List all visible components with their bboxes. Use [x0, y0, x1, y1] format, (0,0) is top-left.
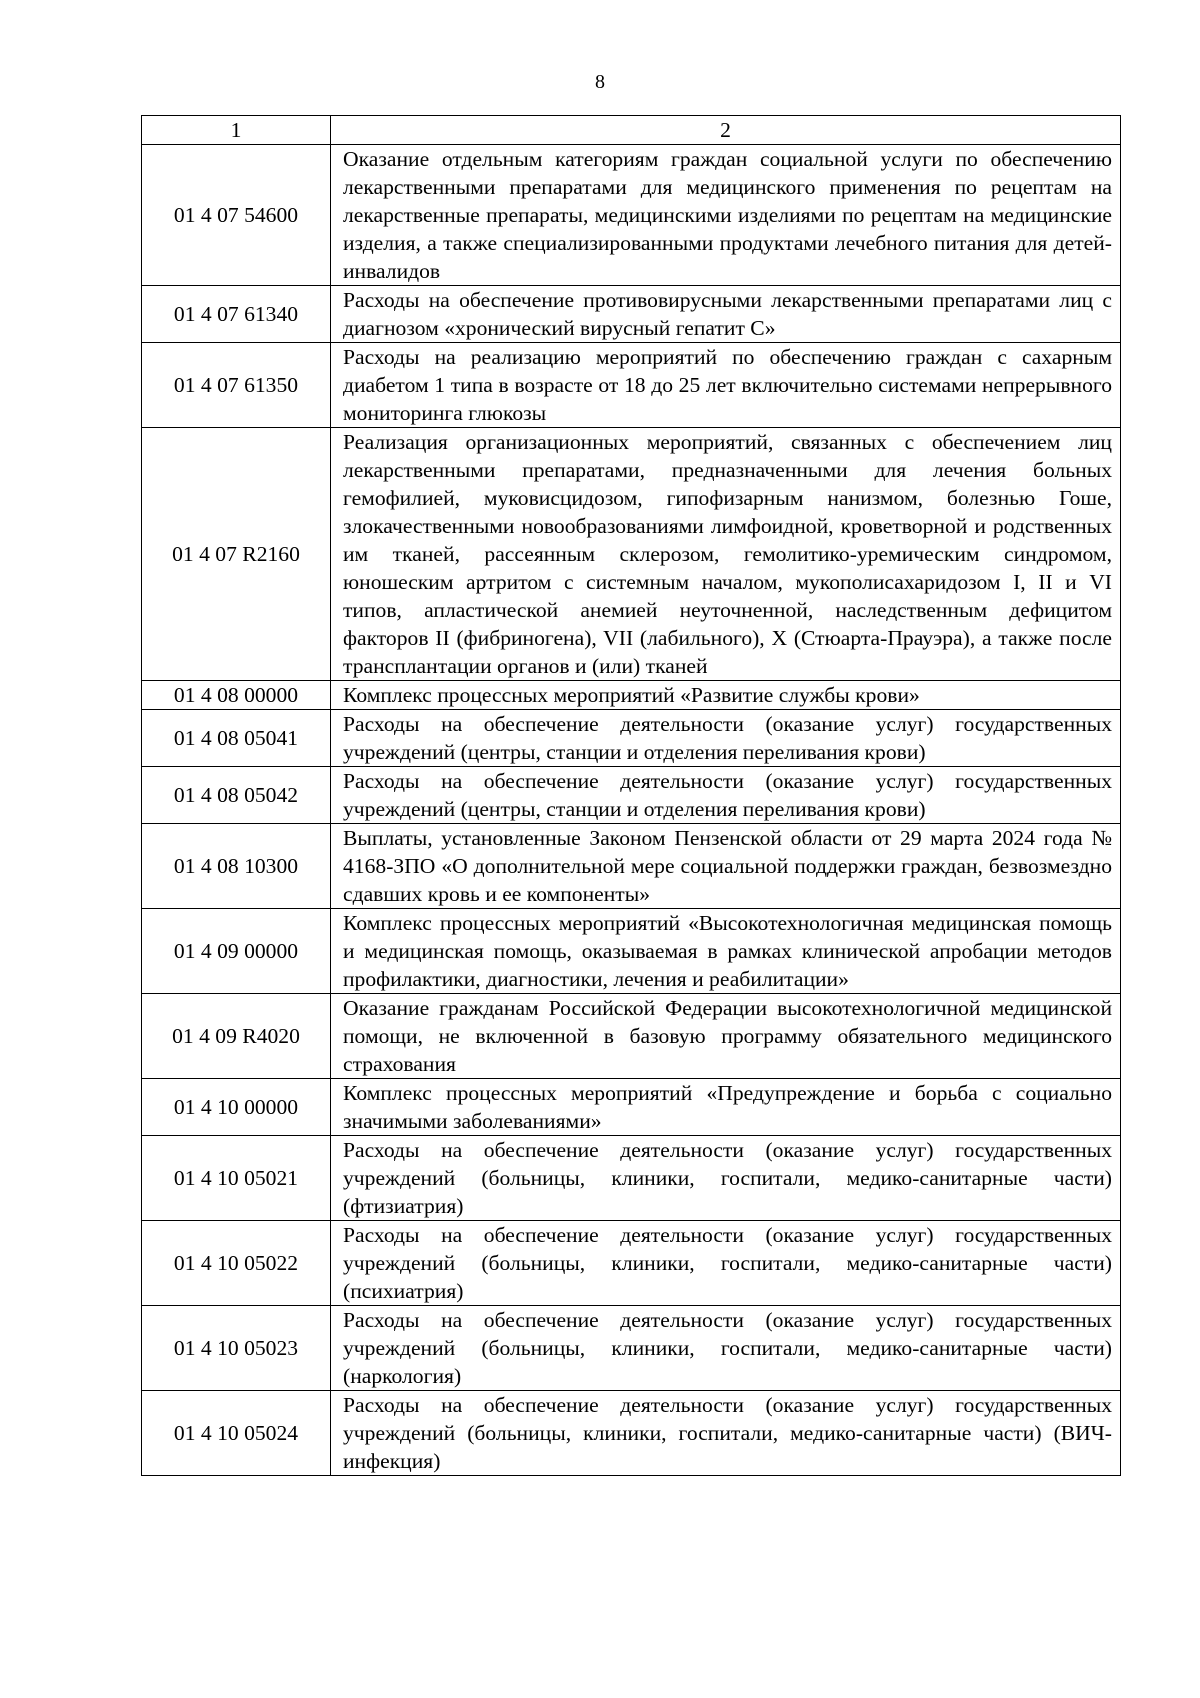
column-header-description: 2 [331, 116, 1121, 145]
table-row [142, 145, 1121, 286]
row-description: Расходы на обеспечение деятельности (оказание услуг) государственных учреждений (больницы, клиники, госпитали, медико-санитарные части) (наркология) [331, 1306, 1121, 1391]
row-description: Реализация организационных мероприятий, связанных с обеспечением лиц лекарственными препаратами, предназначенными для лечения больных гемофилией, муковисцидозом, гипофизарным нанизмом, болезнью Гоше, злокачественными новообразованиями лимфоидной, кроветворной и родственных им тканей, рассеянным склерозом, гемолитико-уремическим синдромом, юношеским артритом с системным началом, мукополисахаридозом I, II и VI типов, апластической анемией неуточненной, наследственным дефицитом факторов II (фибриногена), VII (лабильного), X (Стюарта-Прауэра), а также после трансплантации органов и (или) тканей [331, 428, 1121, 681]
row-description: Комплекс процессных мероприятий «Развитие службы крови» [331, 681, 1121, 710]
row-description: Расходы на обеспечение деятельности (оказание услуг) государственных учреждений (центры, станции и отделения переливания крови) [331, 767, 1121, 824]
row-code: 01 4 09 00000 [142, 909, 331, 994]
row-description: Оказание отдельным категориям граждан социальной услуги по обеспечению лекарственными препаратами для медицинского применения по рецептам на лекарственные препараты, медицинскими изделиями по рецептам на медицинские изделия, а также специализированными продуктами лечебного питания для детей-инвалидов [331, 145, 1121, 286]
budget-code-table [141, 115, 1121, 1476]
row-code: 01 4 08 10300 [142, 824, 331, 909]
table-row [142, 428, 1121, 681]
table-row [142, 824, 1121, 909]
row-code: 01 4 10 05024 [142, 1391, 331, 1476]
row-description: Выплаты, установленные Законом Пензенской области от 29 марта 2024 года № 4168-ЗПО «О дополнительной мере социальной поддержки граждан, безвозмездно сдавших кровь и ее компоненты» [331, 824, 1121, 909]
row-code: 01 4 10 05023 [142, 1306, 331, 1391]
row-code: 01 4 07 61350 [142, 343, 331, 428]
column-header-code: 1 [142, 116, 331, 145]
row-description: Оказание гражданам Российской Федерации высокотехнологичной медицинской помощи, не включенной в базовую программу обязательного медицинского страхования [331, 994, 1121, 1079]
table-row [142, 710, 1121, 767]
row-description: Расходы на обеспечение деятельности (оказание услуг) государственных учреждений (больницы, клиники, госпитали, медико-санитарные части) (психиатрия) [331, 1221, 1121, 1306]
table-header-row [142, 116, 1121, 145]
table-row [142, 909, 1121, 994]
table-row [142, 1221, 1121, 1306]
row-code: 01 4 08 00000 [142, 681, 331, 710]
row-description: Расходы на обеспечение деятельности (оказание услуг) государственных учреждений (больницы, клиники, госпитали, медико-санитарные части) (фтизиатрия) [331, 1136, 1121, 1221]
row-description: Комплекс процессных мероприятий «Предупреждение и борьба с социально значимыми заболеваниями» [331, 1079, 1121, 1136]
row-description: Расходы на обеспечение деятельности (оказание услуг) государственных учреждений (центры, станции и отделения переливания крови) [331, 710, 1121, 767]
table-row [142, 1306, 1121, 1391]
row-description: Комплекс процессных мероприятий «Высокотехнологичная медицинская помощь и медицинская помощь, оказываемая в рамках клинической апробации методов профилактики, диагностики, лечения и реабилитации» [331, 909, 1121, 994]
page-number: 8 [595, 71, 605, 93]
table-row [142, 286, 1121, 343]
row-description: Расходы на обеспечение противовирусными лекарственными препаратами лиц с диагнозом «хронический вирусный гепатит С» [331, 286, 1121, 343]
table-row [142, 994, 1121, 1079]
row-code: 01 4 09 R4020 [142, 994, 331, 1079]
row-code: 01 4 10 00000 [142, 1079, 331, 1136]
row-description: Расходы на реализацию мероприятий по обеспечению граждан с сахарным диабетом 1 типа в возрасте от 18 до 25 лет включительно системами непрерывного мониторинга глюкозы [331, 343, 1121, 428]
table-row [142, 1136, 1121, 1221]
row-code: 01 4 08 05042 [142, 767, 331, 824]
table-row [142, 343, 1121, 428]
row-code: 01 4 10 05021 [142, 1136, 331, 1221]
table-row [142, 1079, 1121, 1136]
table-row [142, 767, 1121, 824]
row-code: 01 4 07 61340 [142, 286, 331, 343]
row-description: Расходы на обеспечение деятельности (оказание услуг) государственных учреждений (больницы, клиники, госпитали, медико-санитарные части) (ВИЧ-инфекция) [331, 1391, 1121, 1476]
row-code: 01 4 07 R2160 [142, 428, 331, 681]
row-code: 01 4 08 05041 [142, 710, 331, 767]
row-code: 01 4 10 05022 [142, 1221, 331, 1306]
table-row [142, 681, 1121, 710]
row-code: 01 4 07 54600 [142, 145, 331, 286]
table-row [142, 1391, 1121, 1476]
